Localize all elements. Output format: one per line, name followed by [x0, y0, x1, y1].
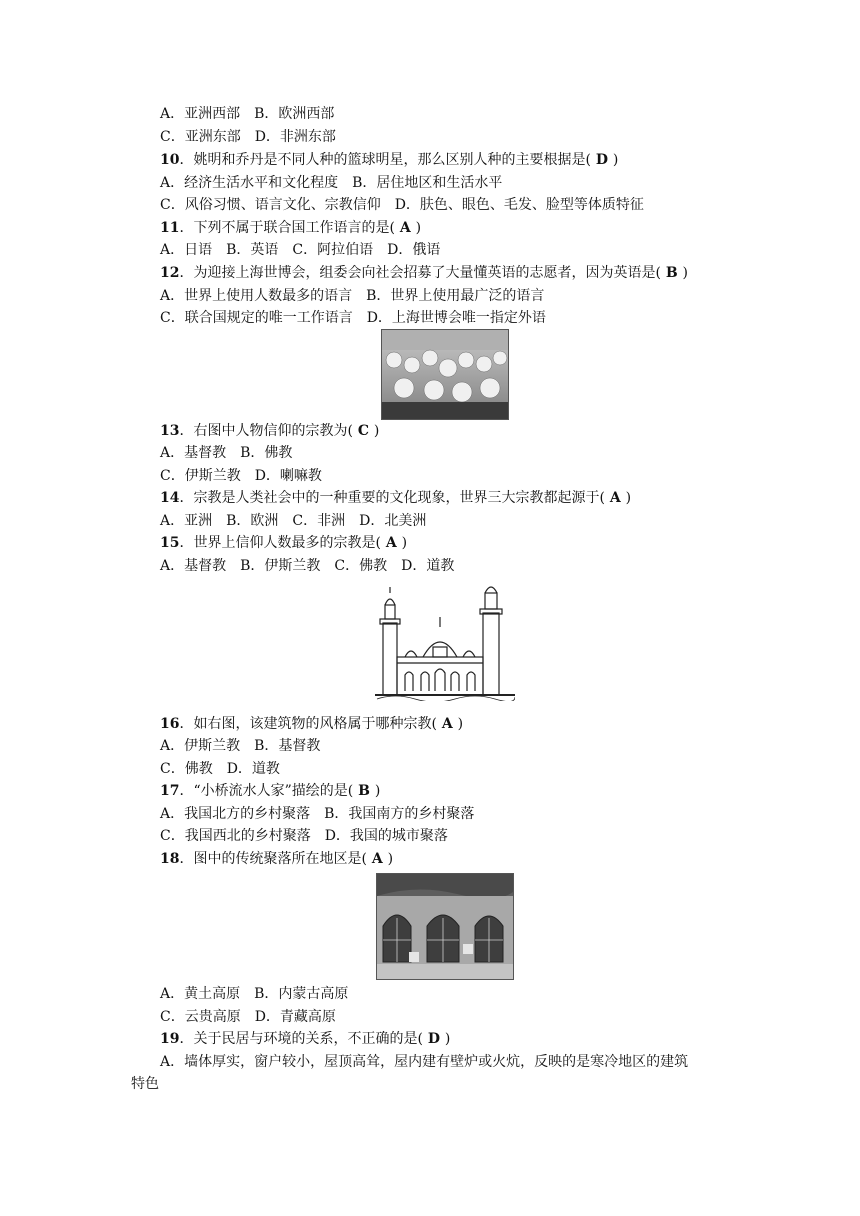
option-line-continued: 特色 — [131, 1076, 159, 1092]
option-line: A．亚洲 B．欧洲 C．非洲 D．北美洲 — [160, 513, 427, 529]
question-18: 18．图中的传统聚落所在地区是( A ) — [160, 851, 394, 867]
question-12: 12．为迎接上海世博会，组委会向社会招募了大量懂英语的志愿者，因为英语是( B ) — [160, 265, 689, 281]
option-line: C．我国西北的乡村聚落 D．我国的城市聚落 — [160, 828, 448, 844]
cave-dwelling-photo — [376, 873, 514, 980]
option-line: A．我国北方的乡村聚落 B．我国南方的乡村聚落 — [160, 806, 475, 822]
question-13: 13．右图中人物信仰的宗教为( C ) — [160, 423, 380, 439]
question-11: 11．下列不属于联合国工作语言的是( A ) — [160, 220, 422, 236]
mosque-drawing — [375, 583, 515, 701]
option-line: A．经济生活水平和文化程度 B．居住地区和生活水平 — [160, 175, 503, 191]
option-line: C．云贵高原 D．青藏高原 — [160, 1009, 336, 1025]
question-16: 16．如右图，该建筑物的风格属于哪种宗教( A ) — [160, 716, 464, 732]
option-line: C．佛教 D．道教 — [160, 761, 280, 777]
option-line: A．世界上使用人数最多的语言 B．世界上使用最广泛的语言 — [160, 288, 545, 304]
option-line: C．亚洲东部 D．非洲东部 — [160, 129, 336, 145]
question-19: 19．关于民居与环境的关系，不正确的是( D ) — [160, 1031, 451, 1047]
question-17: 17．“小桥流水人家”描绘的是( B ) — [160, 783, 381, 799]
question-14: 14．宗教是人类社会中的一种重要的文化现象，世界三大宗教都起源于( A ) — [160, 490, 632, 506]
option-line: A．基督教 B．伊斯兰教 C．佛教 D．道教 — [160, 558, 455, 574]
question-15: 15．世界上信仰人数最多的宗教是( A ) — [160, 535, 408, 551]
option-line: A．伊斯兰教 B．基督教 — [160, 738, 321, 754]
crowd-photo — [381, 329, 509, 420]
option-line: A．墙体厚实，窗户较小，屋顶高耸，屋内建有壁炉或火炕，反映的是寒冷地区的建筑 — [160, 1054, 689, 1070]
option-line: A．日语 B．英语 C．阿拉伯语 D．俄语 — [160, 242, 441, 258]
option-line: A．基督教 B．佛教 — [160, 445, 293, 461]
option-line: A．亚洲西部 B．欧洲西部 — [160, 106, 335, 122]
option-line: C．风俗习惯、语言文化、宗教信仰 D．肤色、眼色、毛发、脸型等体质特征 — [160, 197, 644, 213]
option-line: C．伊斯兰教 D．喇嘛教 — [160, 468, 322, 484]
question-10: 10．姚明和乔丹是不同人种的篮球明星，那么区别人种的主要根据是( D ) — [160, 152, 619, 168]
option-line: C．联合国规定的唯一工作语言 D．上海世博会唯一指定外语 — [160, 310, 546, 326]
option-line: A．黄土高原 B．内蒙古高原 — [160, 986, 349, 1002]
